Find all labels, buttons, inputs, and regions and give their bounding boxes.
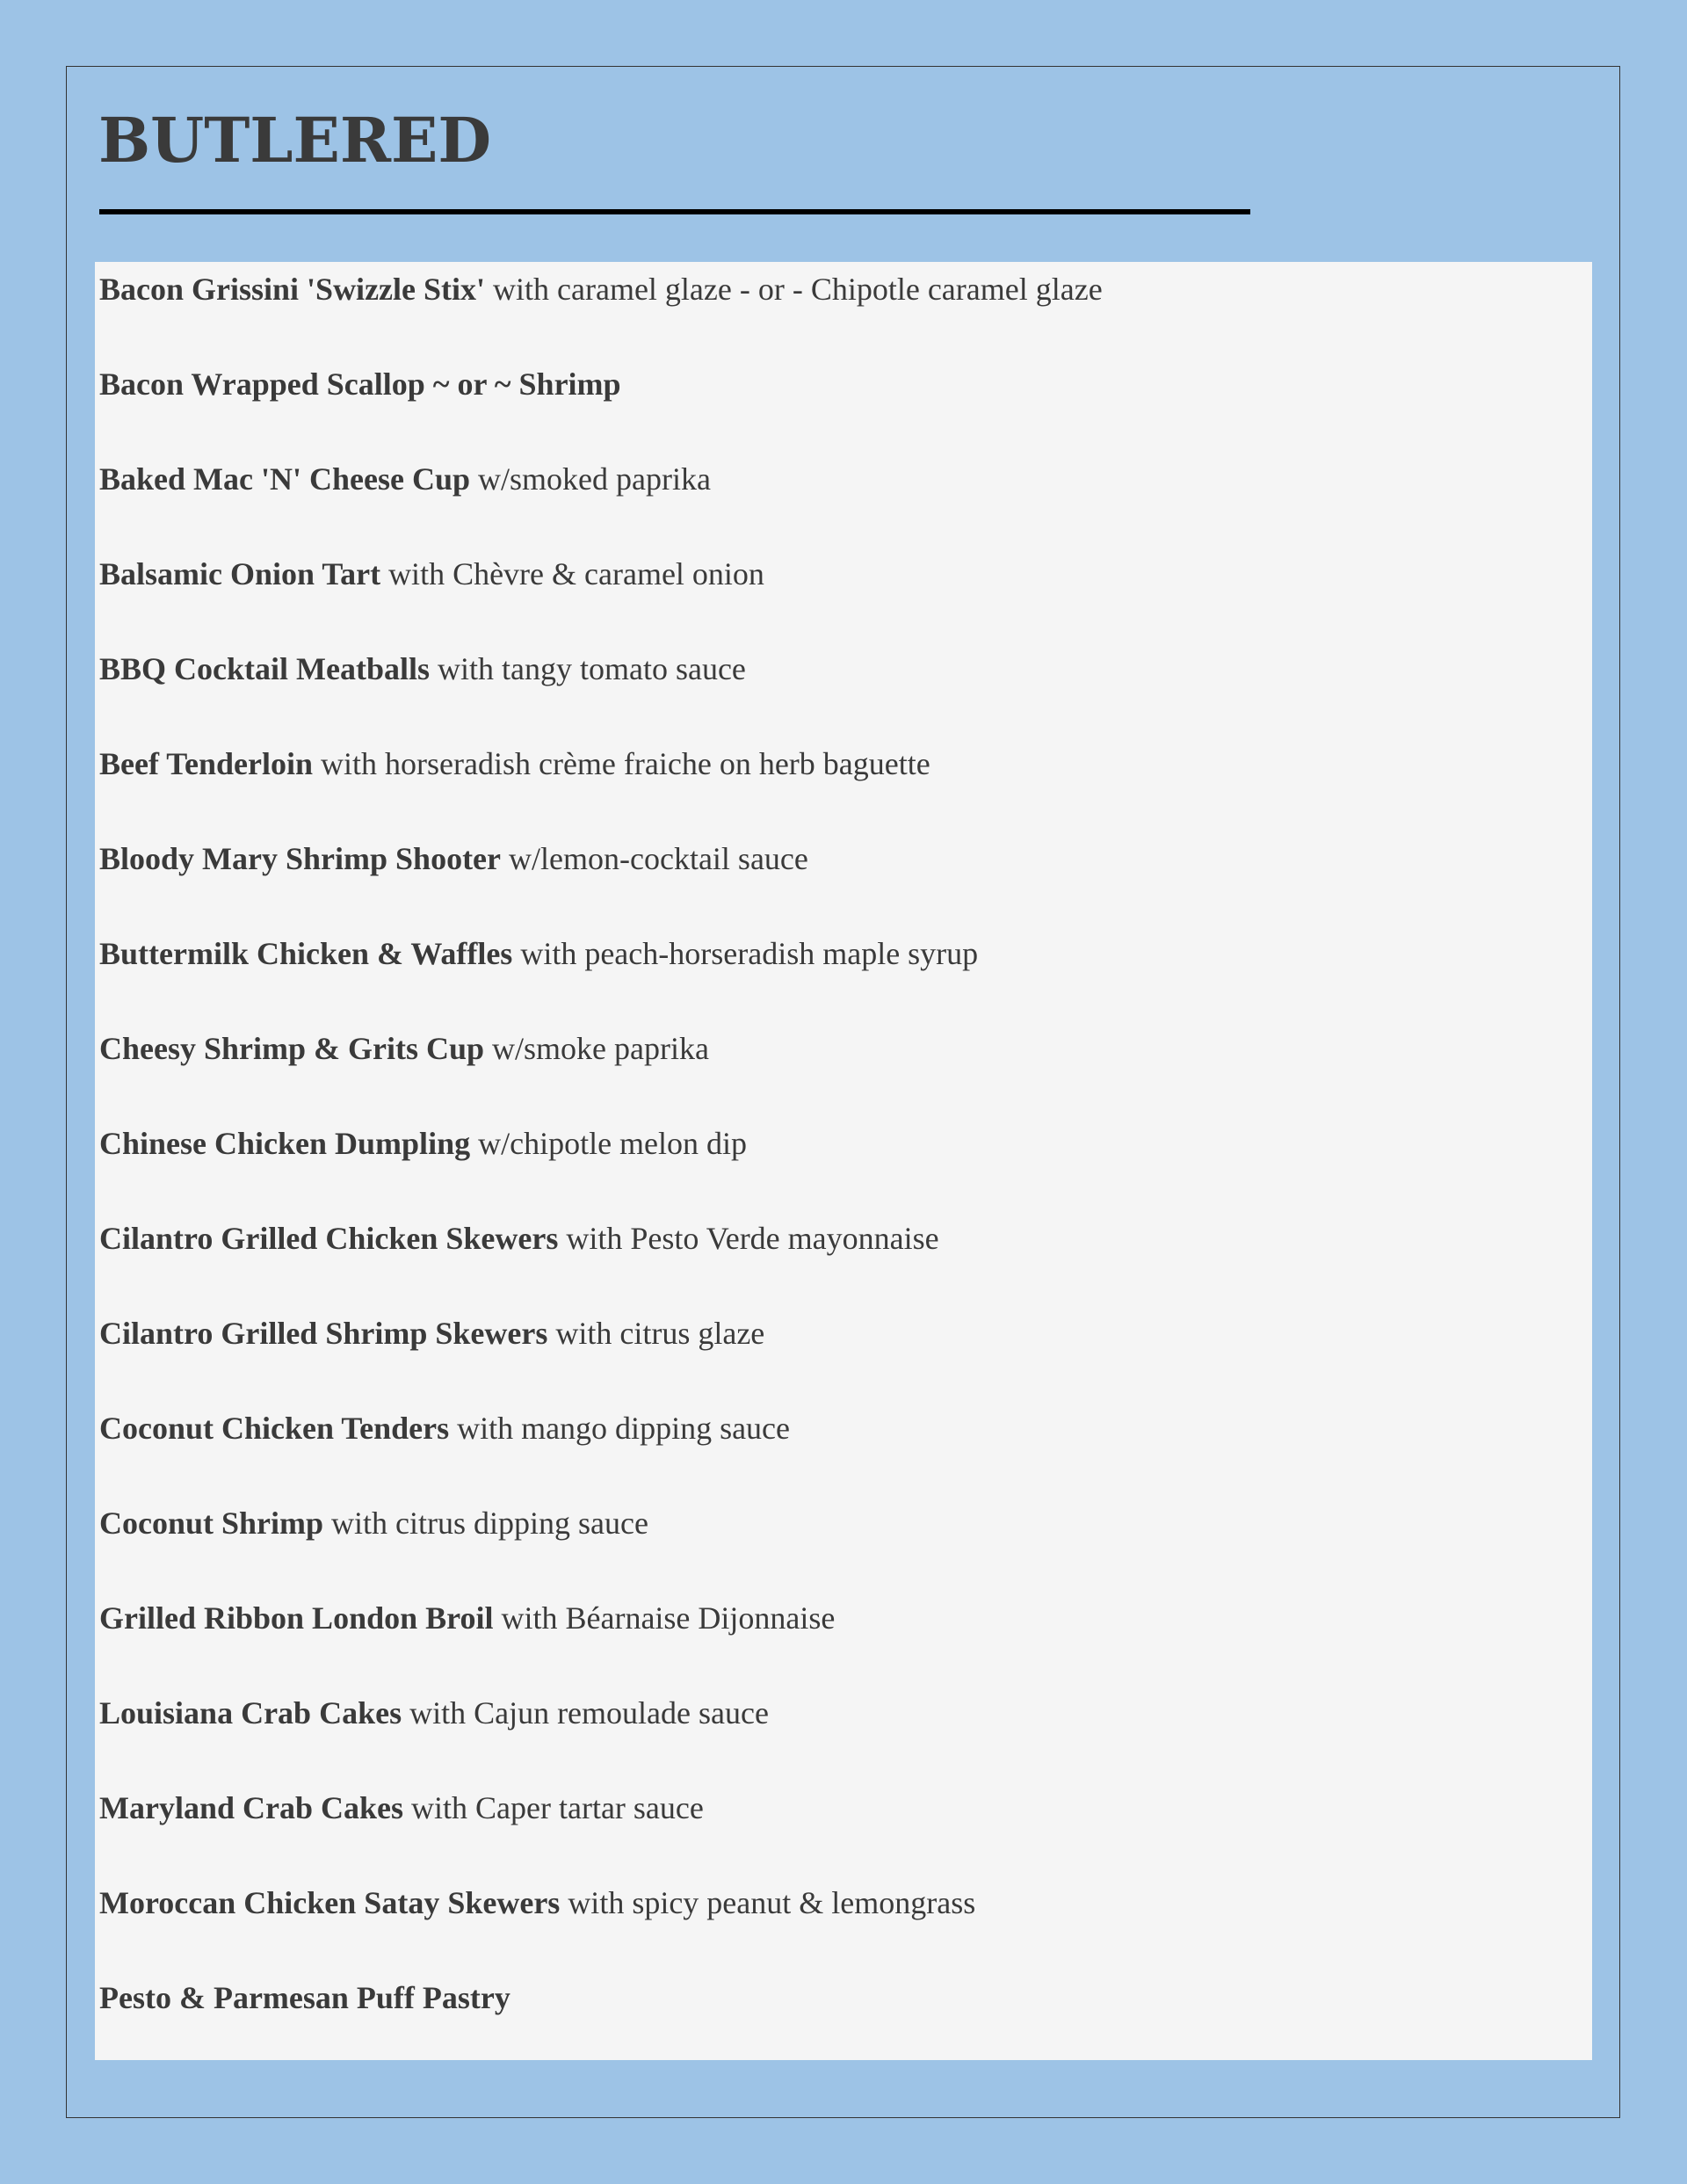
menu-item <box>99 1117 747 1170</box>
menu-item-description: w/lemon-cocktail sauce <box>509 841 808 876</box>
menu-item <box>99 1592 835 1644</box>
menu-item <box>99 1212 939 1265</box>
menu-item-description: with caramel glaze - or - Chipotle caramel glaze <box>493 272 1103 307</box>
title-underline <box>99 209 1250 214</box>
menu-item <box>99 1497 648 1549</box>
menu-item-name: BBQ Cocktail Meatballs <box>99 651 430 686</box>
menu-panel <box>95 262 1592 2060</box>
menu-item-description: with Béarnaise Dijonnaise <box>501 1600 836 1636</box>
menu-item-name: Chinese Chicken Dumpling <box>99 1126 471 1161</box>
menu-item-description: with mango dipping sauce <box>457 1411 791 1446</box>
menu-item <box>99 1307 764 1360</box>
menu-item-name: Bacon Wrapped Scallop ~ or ~ Shrimp <box>99 366 621 402</box>
menu-item <box>99 358 621 410</box>
menu-item-name: Baked Mac 'N' Cheese Cup <box>99 461 470 497</box>
menu-item-description: with spicy peanut & lemongrass <box>568 1885 976 1920</box>
menu-item <box>99 1781 704 1834</box>
menu-item-description: w/smoke paprika <box>492 1031 709 1066</box>
menu-item-description: with Caper tartar sauce <box>411 1790 704 1825</box>
menu-item <box>99 832 808 885</box>
menu-item-name: Pesto & Parmesan Puff Pastry <box>99 1980 510 2015</box>
page-title: BUTLERED <box>98 104 492 177</box>
menu-item-description: with tangy tomato sauce <box>438 651 746 686</box>
menu-item <box>99 1402 790 1455</box>
menu-item <box>99 453 711 505</box>
menu-item-name: Buttermilk Chicken & Waffles <box>99 936 513 971</box>
menu-item <box>99 737 930 790</box>
menu-item <box>99 1687 769 1739</box>
menu-item-name: Louisiana Crab Cakes <box>99 1695 402 1731</box>
menu-item-description: with peach-horseradish maple syrup <box>520 936 979 971</box>
menu-item-name: Cilantro Grilled Shrimp Skewers <box>99 1316 548 1351</box>
menu-item-name: Balsamic Onion Tart <box>99 556 381 591</box>
menu-item-name: Coconut Chicken Tenders <box>99 1411 450 1446</box>
menu-item-description: with horseradish crème fraiche on herb baguette <box>321 746 930 781</box>
menu-item <box>99 263 1103 316</box>
menu-item <box>99 927 978 980</box>
menu-item-description: with Cajun remoulade sauce <box>409 1695 769 1731</box>
menu-item-name: Grilled Ribbon London Broil <box>99 1600 494 1636</box>
menu-item-description: with Pesto Verde mayonnaise <box>566 1221 939 1256</box>
menu-item-name: Bacon Grissini 'Swizzle Stix' <box>99 272 486 307</box>
menu-item <box>99 1876 975 1929</box>
menu-item-name: Coconut Shrimp <box>99 1506 324 1541</box>
menu-item <box>99 548 764 600</box>
menu-item-description: with Chèvre & caramel onion <box>388 556 764 591</box>
menu-item-name: Cilantro Grilled Chicken Skewers <box>99 1221 559 1256</box>
menu-item-name: Cheesy Shrimp & Grits Cup <box>99 1031 485 1066</box>
menu-item-name: Beef Tenderloin <box>99 746 314 781</box>
menu-item <box>99 1971 510 2024</box>
menu-item-name: Maryland Crab Cakes <box>99 1790 404 1825</box>
menu-item-description: with citrus glaze <box>555 1316 765 1351</box>
menu-item-name: Bloody Mary Shrimp Shooter <box>99 841 502 876</box>
menu-item <box>99 1022 709 1075</box>
menu-item-name: Moroccan Chicken Satay Skewers <box>99 1885 561 1920</box>
menu-item <box>99 642 746 695</box>
menu-item-description: w/smoked paprika <box>478 461 711 497</box>
menu-item-description: w/chipotle melon dip <box>478 1126 748 1161</box>
menu-item-description: with citrus dipping sauce <box>331 1506 648 1541</box>
